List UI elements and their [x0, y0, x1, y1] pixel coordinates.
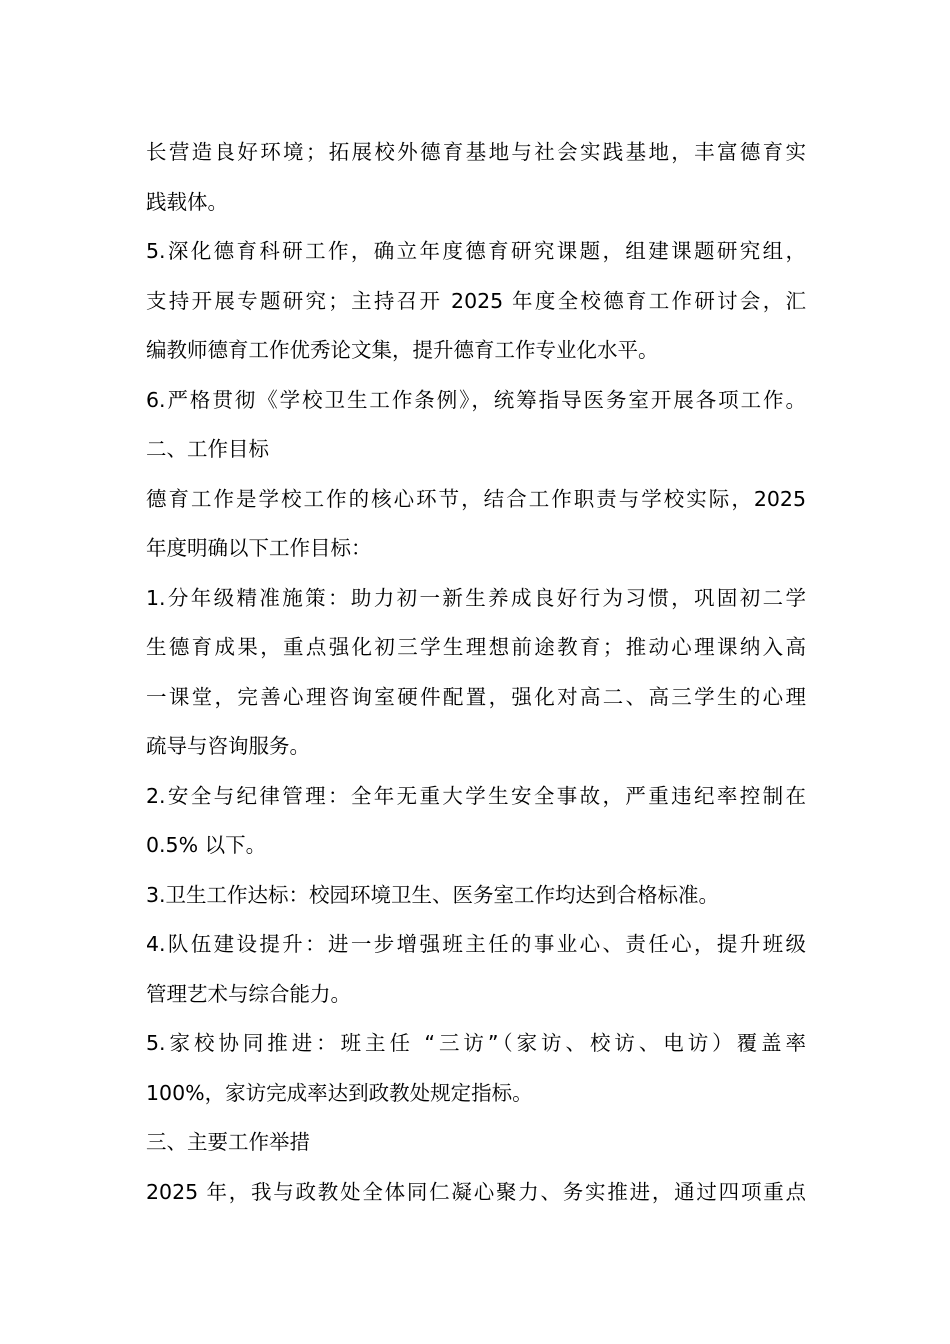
paragraph-line: 长营造良好环境；拓展校外德育基地与社会实践基地，丰富德育实 [146, 140, 806, 164]
paragraph-line: 践载体。 [146, 189, 228, 214]
document-body [146, 128, 806, 1217]
paragraph-line: 一课堂，完善心理咨询室硬件配置，强化对高二、高三学生的心理 [146, 684, 806, 709]
paragraph-line: 疏导与咨询服务。 [146, 734, 310, 758]
paragraph-line: 2.安全与纪律管理：全年无重大学生安全事故，严重违纪率控制在 [146, 783, 806, 808]
paragraph-line: 5.深化德育科研工作，确立年度德育研究课题，组建课题研究组， [146, 239, 806, 263]
section-heading: 二、工作目标 [146, 437, 269, 461]
paragraph-line: 1.分年级精准施策：助力初一新生养成良好行为习惯，巩固初二学 [146, 585, 806, 610]
paragraph-line: 德育工作是学校工作的核心环节，结合工作职责与学校实际，2025 [146, 486, 806, 511]
section-heading: 三、主要工作举措 [146, 1130, 310, 1154]
paragraph-line: 0.5% 以下。 [146, 833, 267, 857]
paragraph-line: 6.严格贯彻《学校卫生工作条例》，统筹指导医务室开展各项工作。 [146, 387, 806, 412]
paragraph-line: 管理艺术与综合能力。 [146, 981, 351, 1006]
paragraph-line: 3.卫生工作达标：校园环境卫生、医务室工作均达到合格标准。 [146, 882, 720, 907]
paragraph-line: 生德育成果，重点强化初三学生理想前途教育；推动心理课纳入高 [146, 635, 806, 659]
paragraph-line: 年度明确以下工作目标： [146, 536, 372, 560]
paragraph-line: 5.家校协同推进：班主任 “三访”（家访、校访、电访）覆盖率 [146, 1031, 806, 1055]
paragraph-line: 4.队伍建设提升：进一步增强班主任的事业心、责任心，提升班级 [146, 932, 806, 956]
paragraph-line: 支持开展专题研究；主持召开 2025 年度全校德育工作研讨会，汇 [146, 288, 806, 313]
paragraph-line: 编教师德育工作优秀论文集，提升德育工作专业化水平。 [146, 338, 659, 362]
paragraph-line: 100%，家访完成率达到政教处规定指标。 [146, 1080, 533, 1105]
paragraph-line: 2025 年，我与政教处全体同仁凝心聚力、务实推进，通过四项重点 [146, 1179, 806, 1204]
